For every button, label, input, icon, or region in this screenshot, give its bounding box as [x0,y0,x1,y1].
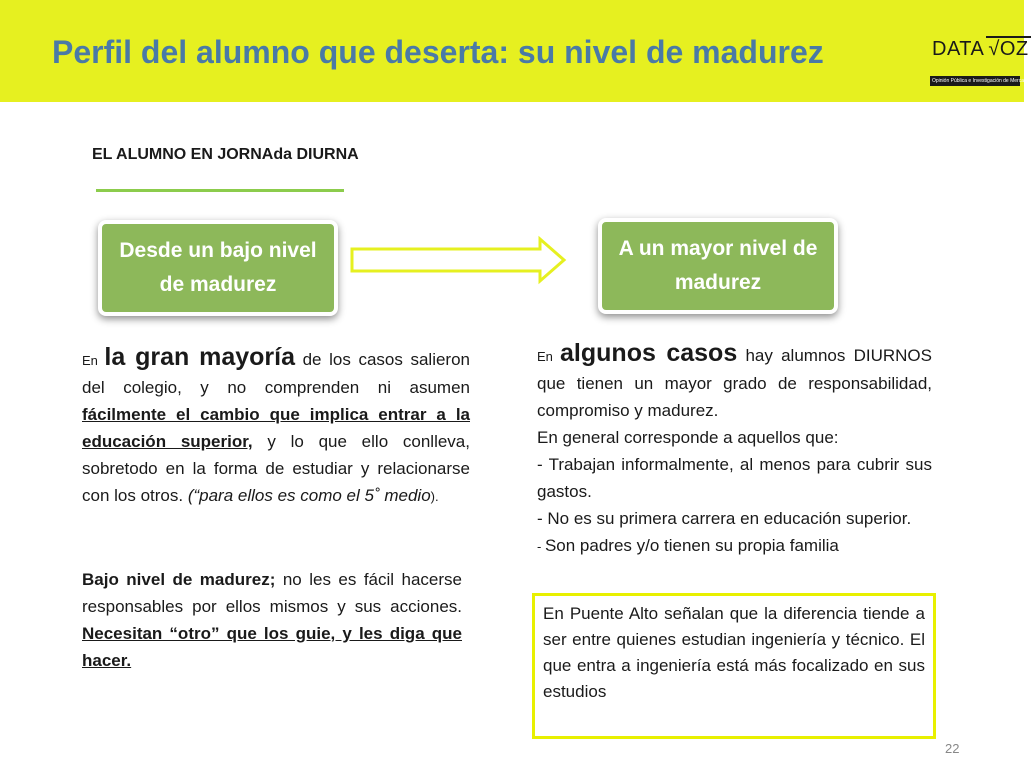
datavoz-logo [928,32,1030,92]
high-maturity-label: A un mayor nivel de madurez [618,237,818,294]
p1-quote: (“para ellos es como el 5˚ medio [187,486,431,505]
p2-bold: Bajo nivel de madurez; [82,570,276,589]
p2-underlined: Necesitan “otro” que los guie, y les diga que hacer. [82,624,462,670]
high-maturity-box [598,218,838,314]
p1-close: ). [430,489,439,504]
p1-text1: de los casos salieron del colegio, y no comprenden ni asumen [82,350,470,397]
section-subtitle: EL ALUMNO EN JORNAda DIURNA [92,146,359,163]
rc-bullet-2: - No es su primera carrera en educación superior. [537,509,912,528]
slide-title: Perfil del alumno que deserta: su nivel de madurez [52,34,824,70]
p1-emphasis: la gran mayoría [104,343,295,371]
low-maturity-label: Desde un bajo nivel de madurez [119,239,317,296]
logo-word-oz: OZ [999,38,1029,60]
p1-text2: y lo que ello conlleva, sobretodo en la forma de estudiar y relacionarse con los otros. [82,432,470,505]
rc-bullet-3-text: Son padres y/o tienen su propia familia [544,536,839,555]
rc-bullet-1: - Trabajan informalmente, al menos para cubrir sus gastos. [537,455,932,501]
header-band [0,0,1030,102]
rc-bullet-3-dash: - [537,539,545,554]
logo-word-data: DATA [932,38,985,60]
note-text: En Puente Alto señalan que la diferencia tiende a ser entre quienes estudian ingeniería y técnico. El que entra a ingeniería está más focalizado en sus estudios [543,604,925,701]
rc-emphasis: algunos casos [560,339,738,367]
rc-bullet-3 [537,532,932,560]
p1-underlined: fácilmente el cambio que implica entrar a la educación superior, [82,405,470,451]
puente-alto-note-box [532,593,936,739]
majority-paragraph [82,344,470,510]
rc-lead: En [537,349,561,364]
subtitle-underline [96,189,344,192]
logo-radical-v: √OZ [988,38,1029,60]
logo-tagline: Opinión Pública e Investigación de Mercado [932,78,1030,84]
rc-general: En general corresponde a aquellos que: [537,428,839,447]
low-maturity-box [98,220,338,316]
p1-lead: En [82,353,105,368]
right-arrow-icon [350,236,568,284]
rc-text: hay alumnos DIURNOS que tienen un mayor grado de responsabilidad, compromiso y madurez. [537,346,932,420]
low-maturity-paragraph [82,566,462,674]
p2-text: no les es fácil hacerse responsables por ellos mismos y sus acciones. [82,570,462,616]
logo-wordmark [932,36,1031,61]
page-number: 22 [945,741,960,756]
some-cases-paragraph [537,340,932,560]
rc-intro [537,340,932,424]
